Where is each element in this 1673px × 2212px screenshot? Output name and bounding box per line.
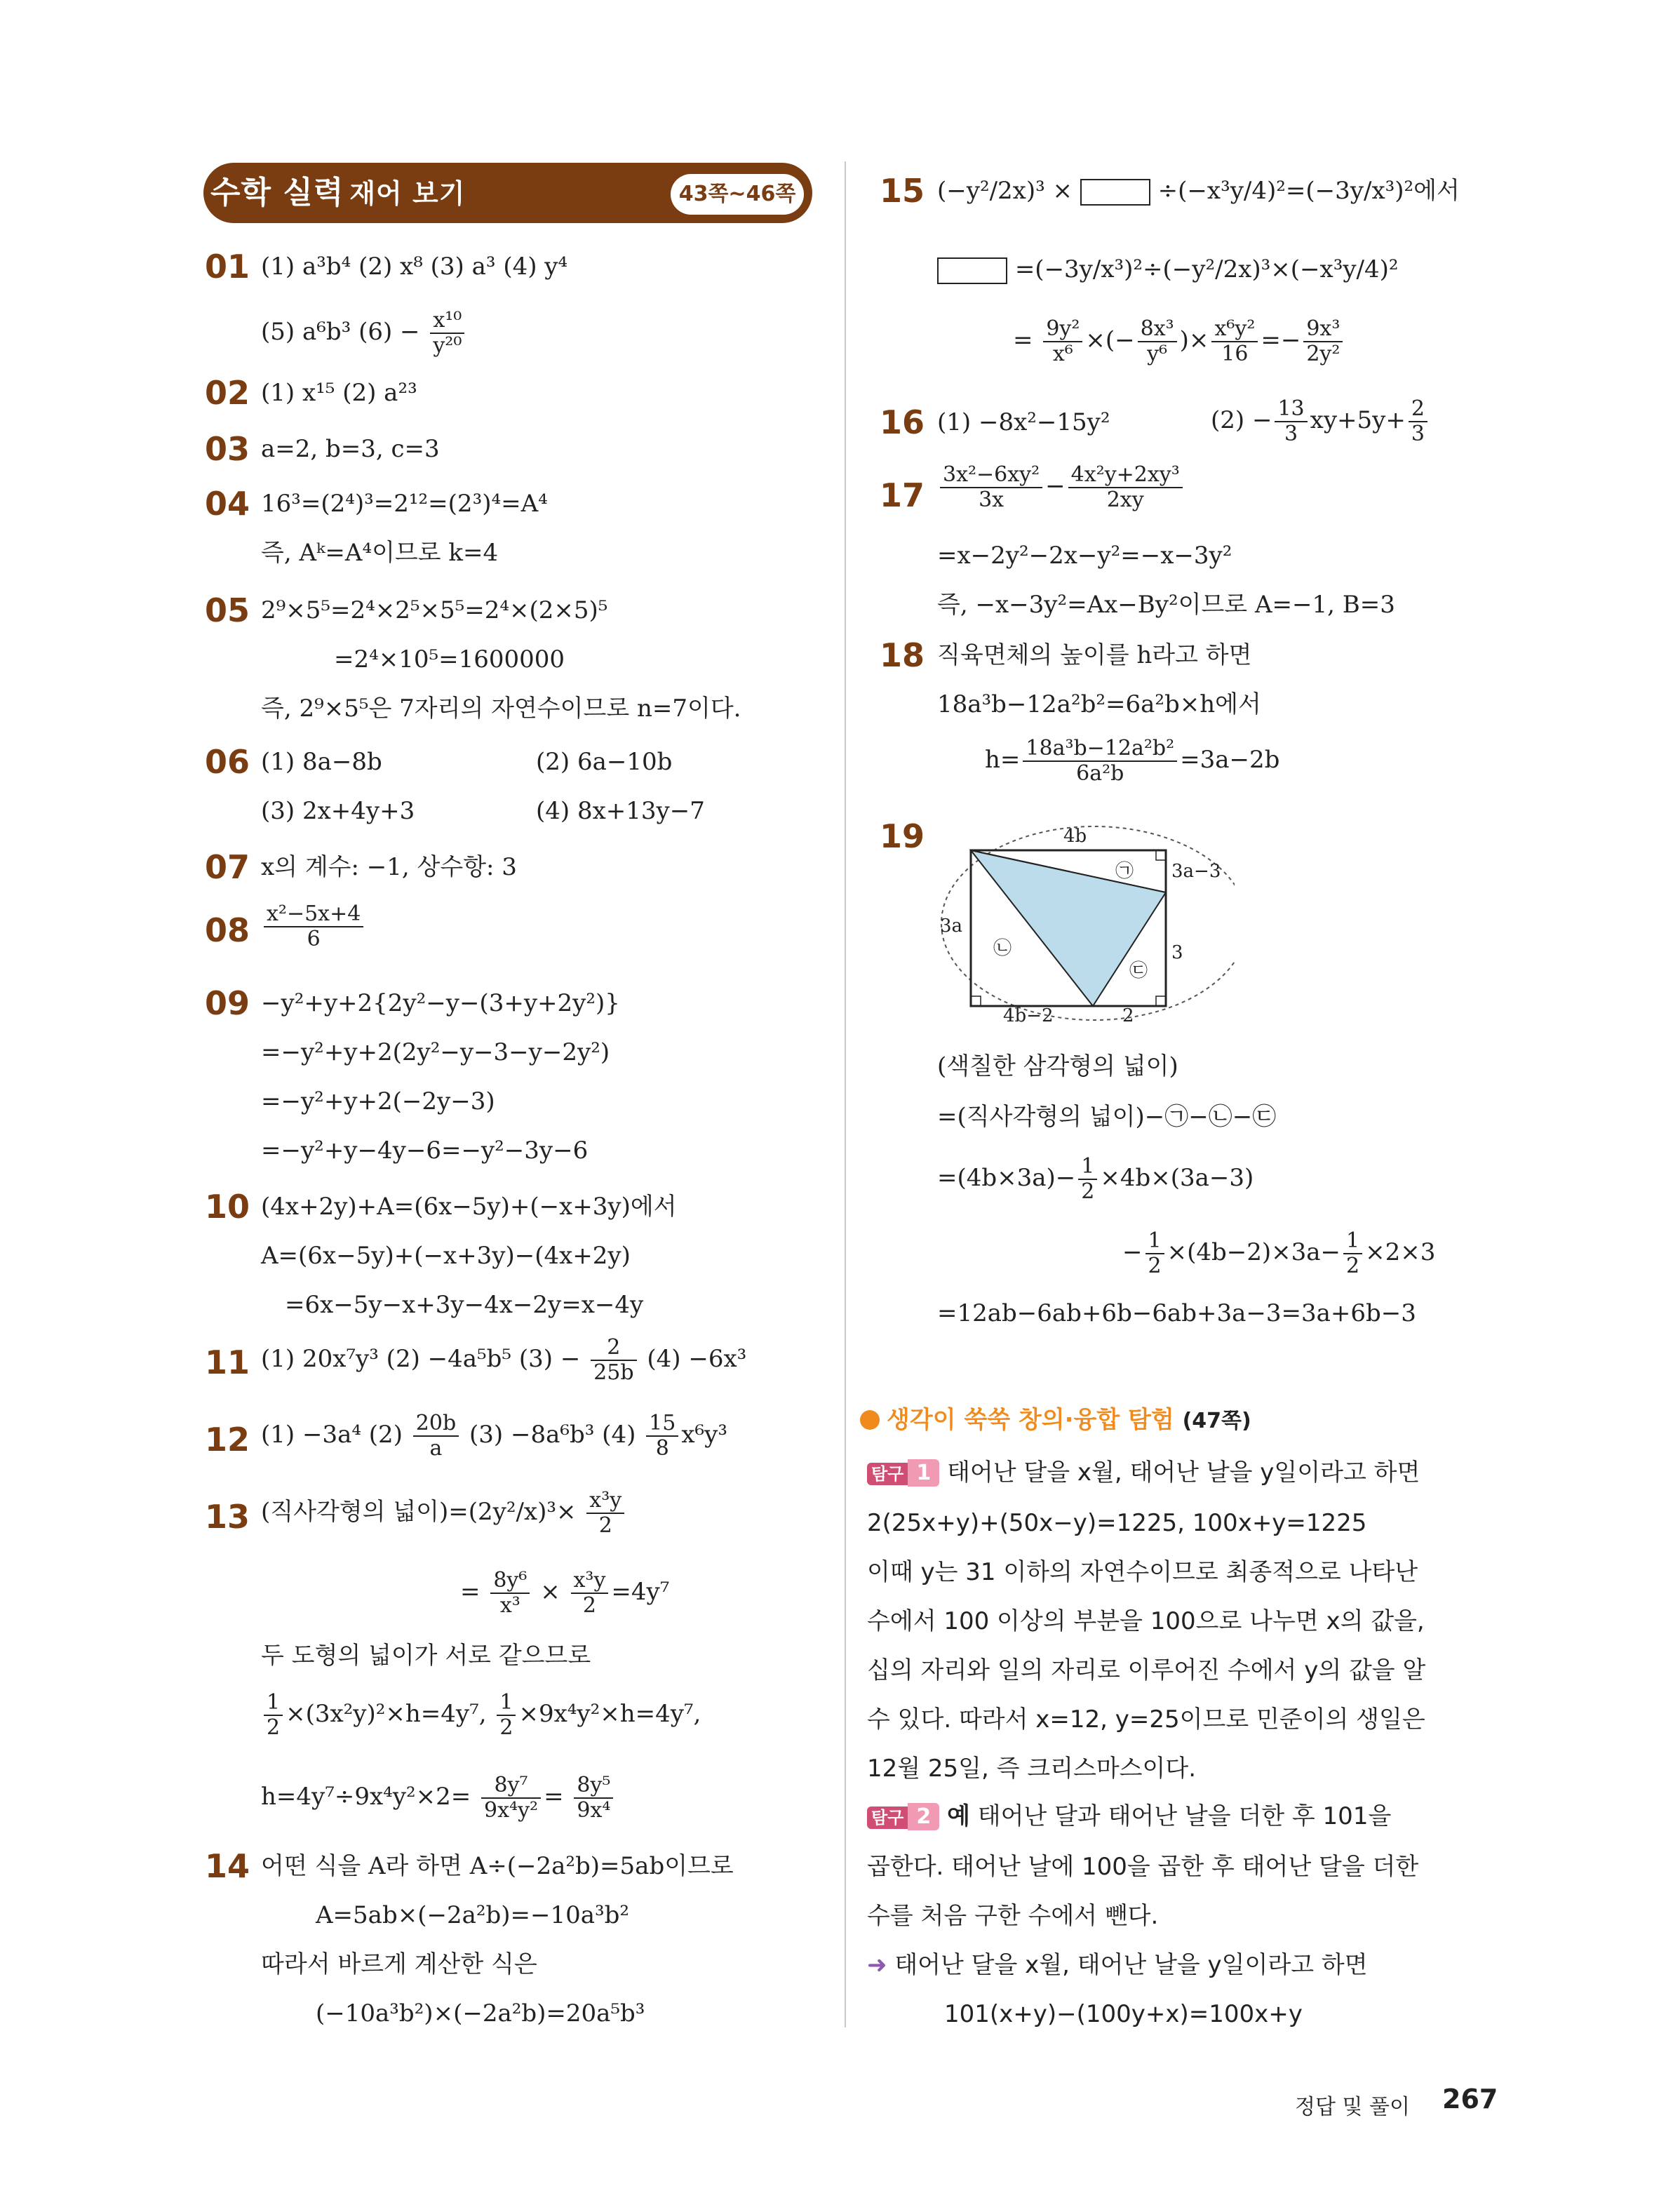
answer-text: (1) 20x⁷y³ (2) −4a⁵b⁵ (3) − <box>261 1345 581 1373</box>
explore-text: 태어난 달을 x월, 태어난 날을 y일이라고 하면 <box>947 1459 1420 1487</box>
explore-2 <box>867 1792 1498 2039</box>
problem-number: 15 <box>880 172 925 210</box>
denominator: x³ <box>499 1593 520 1618</box>
tag-label: 탐구 <box>867 1807 908 1829</box>
bullet-dot <box>860 1410 880 1430</box>
numerator: 1 <box>497 1691 516 1716</box>
problem-number: 19 <box>880 817 925 855</box>
numerator: 9x³ <box>1303 317 1343 342</box>
fraction <box>1023 737 1177 786</box>
answer-line: =2⁴×10⁵=1600000 <box>334 645 565 673</box>
fraction <box>1343 1229 1362 1278</box>
problem-number: 06 <box>205 743 250 781</box>
fraction <box>264 1691 283 1740</box>
explore-line: 수를 처음 구한 수에서 뺀다. <box>867 1902 1159 1930</box>
label-right-top: 3a−3 <box>1171 861 1221 882</box>
answer-line: x의 계수: −1, 상수항: 3 <box>261 853 517 881</box>
numerator: x¹⁰ <box>430 309 464 334</box>
fraction <box>1068 463 1183 512</box>
rectangle-figure <box>926 821 1235 1024</box>
denominator: 2xy <box>1106 488 1144 512</box>
denominator: 16 <box>1221 342 1249 366</box>
denominator: y²⁰ <box>433 333 462 358</box>
denominator: 2 <box>1081 1179 1095 1204</box>
answer-line <box>1211 397 1430 446</box>
answer-text: ×(− <box>1085 326 1135 354</box>
explore-line <box>867 1940 1498 1990</box>
fraction <box>646 1412 678 1461</box>
numerator: 1 <box>1078 1155 1097 1180</box>
answer-text: − <box>1045 472 1066 500</box>
answer-text: ×(3x²y)²×h=4y⁷, <box>285 1700 487 1728</box>
fraction <box>497 1691 516 1740</box>
answer-line: =12ab−6ab+6b−6ab+3a−3=3a+6b−3 <box>937 1299 1416 1327</box>
region-label-2: ㉡ <box>993 938 1012 959</box>
answer-line: (1) a³b⁴ (2) x⁸ (3) a³ (4) y⁴ <box>261 253 568 281</box>
problem-number: 17 <box>880 476 925 514</box>
answer-line: A=5ab×(−2a²b)=−10a³b² <box>316 1901 630 1929</box>
section2-pages: (47쪽) <box>1182 1409 1251 1433</box>
answer-line <box>937 251 1399 288</box>
denominator: x⁶ <box>1052 342 1073 366</box>
fraction <box>1409 397 1427 446</box>
section2-title-c: 탐험 <box>1120 1406 1183 1434</box>
answer-line: 즉, −x−3y²=Ax−By²이므로 A=−1, B=3 <box>937 591 1395 619</box>
answer-text: = <box>460 1578 481 1606</box>
answer-text: (−y²/2x)³ × <box>937 177 1073 205</box>
label-bottom-left: 4b−2 <box>1003 1005 1054 1024</box>
answer-text: h=4y⁷÷9x⁴y²×2= <box>261 1783 471 1811</box>
answer-line: (색칠한 삼각형의 넓이) <box>937 1052 1178 1080</box>
label-bottom-right: 2 <box>1122 1005 1134 1024</box>
answer-text: − <box>1122 1238 1143 1266</box>
answer-line: (1) x¹⁵ (2) a²³ <box>261 379 417 407</box>
fraction <box>574 1774 613 1823</box>
denominator: 6 <box>307 927 321 951</box>
tag-label: 탐구 <box>867 1463 908 1485</box>
numerator: 8x³ <box>1138 317 1177 342</box>
explore-line <box>867 1448 1498 1499</box>
denominator: 2y² <box>1306 342 1341 366</box>
explore-line: 곱한다. 태어난 날에 100을 곱한 후 태어난 달을 더한 <box>867 1853 1419 1881</box>
denominator: 25b <box>593 1360 634 1385</box>
problem-number: 05 <box>205 591 250 629</box>
explore-line <box>867 1792 1498 1842</box>
problem-number: 11 <box>205 1343 250 1381</box>
answer-text: (2y²/x)³× <box>468 1498 577 1526</box>
footer-label: 정답 및 풀이 <box>1295 2095 1410 2119</box>
denominator: 9x⁴y² <box>484 1798 539 1823</box>
right-angle-mark <box>1156 850 1166 860</box>
answer-text: (5) a⁶b³ (6) − <box>261 318 420 346</box>
tag-number: 2 <box>908 1803 939 1830</box>
answer-line: 따라서 바르게 계산한 식은 <box>261 1950 537 1978</box>
answer-line: =x−2y²−2x−y²=−x−3y² <box>937 542 1232 570</box>
fraction <box>1043 317 1082 366</box>
denominator: 2 <box>267 1715 281 1740</box>
answer-line: 직육면체의 높이를 h라고 하면 <box>937 641 1252 669</box>
answer-line: (3) 2x+4y+3 <box>261 797 415 825</box>
answer-text: × <box>540 1578 560 1606</box>
answer-line: =6x−5y−x+3y−4x−2y=x−4y <box>285 1291 644 1319</box>
numerator: 18a³b−12a²b² <box>1023 737 1177 762</box>
explore-line: 수에서 100 이상의 부분을 100으로 나누면 x의 값을, <box>867 1607 1425 1635</box>
problem-number: 08 <box>205 911 250 949</box>
explore-tag <box>867 1449 939 1499</box>
shaded-triangle <box>971 850 1166 1006</box>
answer-line <box>937 1155 1254 1204</box>
region-label-1: ㉠ <box>1115 861 1134 882</box>
answer-line: 어떤 식을 A라 하면 A÷(−2a²b)=5ab이므로 <box>261 1852 734 1880</box>
denominator: a <box>429 1436 443 1461</box>
fraction <box>1145 1229 1164 1278</box>
blank-box <box>937 257 1007 284</box>
answer-line: 16³=(2⁴)³=2¹²=(2³)⁴=A⁴ <box>261 490 548 518</box>
problem-number: 07 <box>205 848 250 886</box>
numerator: 20b <box>413 1412 459 1437</box>
numerator: 1 <box>1145 1229 1164 1254</box>
numerator: 8y⁷ <box>481 1774 541 1799</box>
tag-number: 1 <box>908 1459 939 1487</box>
fraction <box>1078 1155 1097 1204</box>
answer-text: x⁶y³ <box>681 1421 727 1449</box>
denominator: 6a²b <box>1076 761 1124 786</box>
answer-line <box>937 173 1460 209</box>
answer-line <box>261 1412 727 1461</box>
denominator: 2 <box>1148 1254 1162 1278</box>
problem-number: 16 <box>880 403 925 441</box>
problem-number: 03 <box>205 430 250 468</box>
problem-number: 09 <box>205 984 250 1022</box>
column-divider <box>845 161 846 2027</box>
problem-number: 02 <box>205 374 250 412</box>
answer-line: 18a³b−12a²b²=6a²b×h에서 <box>937 690 1261 718</box>
answer-text: ×(4b−2)×3a− <box>1167 1238 1341 1266</box>
denominator: 2 <box>499 1715 513 1740</box>
answer-text: h= <box>985 746 1021 774</box>
fraction <box>413 1412 459 1461</box>
answer-line <box>1122 1229 1435 1278</box>
numerator: 9y² <box>1043 317 1082 342</box>
section-title <box>210 168 603 217</box>
answer-text: (4) −6x³ <box>647 1345 747 1373</box>
section-pages-badge: 43쪽~46쪽 <box>671 174 804 215</box>
section-title-sub: 재어 보기 <box>349 178 466 209</box>
numerator: 8y⁶ <box>490 1569 530 1594</box>
answer-line: (4) 8x+13y−7 <box>536 797 705 825</box>
fraction <box>430 309 464 358</box>
denominator: y⁶ <box>1147 342 1168 366</box>
answer-text: =− <box>1261 326 1301 354</box>
answer-line: 2⁹×5⁵=2⁴×2⁵×5⁵=2⁴×(2×5)⁵ <box>261 596 608 624</box>
answer-line: (−10a³b²)×(−2a²b)=20a⁵b³ <box>316 1999 645 2027</box>
region-label-3: ㉢ <box>1129 960 1148 981</box>
example-mark: 예 <box>947 1802 970 1830</box>
problem-number: 13 <box>205 1498 250 1536</box>
numerator: 3x²−6xy² <box>940 463 1042 488</box>
fraction <box>1303 317 1343 366</box>
numerator: x³y <box>571 1569 609 1594</box>
right-angle-mark <box>971 996 981 1006</box>
label-left: 3a <box>940 916 963 937</box>
numerator: 8y⁵ <box>574 1774 613 1799</box>
answer-text: )× <box>1179 326 1209 354</box>
fraction <box>264 902 363 951</box>
blank-box <box>1080 179 1150 206</box>
label-right-bottom: 3 <box>1171 942 1183 963</box>
denominator: 2 <box>582 1593 596 1618</box>
denominator: 3 <box>1284 422 1298 446</box>
section2-title <box>887 1400 1251 1441</box>
problem-number: 12 <box>205 1421 250 1459</box>
answer-line: =−y²+y+2(2y²−y−3−y−2y²) <box>261 1038 610 1066</box>
answer-line: 즉, Aᵏ=A⁴이므로 k=4 <box>261 539 499 567</box>
answer-text: =(−3y/x³)²÷(−y²/2x)³×(−x³y/4)² <box>1014 255 1399 283</box>
fraction <box>1275 397 1307 446</box>
problem-number: 04 <box>205 485 250 523</box>
answer-text: ÷(−x³y/4)²=(−3y/x³)²에서 <box>1157 177 1460 205</box>
explore-line: 수 있다. 따라서 x=12, y=25이므로 민준이의 생일은 <box>867 1705 1425 1734</box>
explore-line: 십의 자리와 일의 자리로 이루어진 수에서 y의 값을 알 <box>867 1656 1426 1684</box>
explore-1 <box>867 1448 1498 1793</box>
problem-number: 14 <box>205 1847 250 1885</box>
answer-line <box>937 463 1185 512</box>
answer-line <box>261 1336 746 1385</box>
answer-line <box>261 1691 701 1740</box>
explore-line: 2(25x+y)+(50x−y)=1225, 100x+y=1225 <box>867 1509 1367 1537</box>
answer-line: (4x+2y)+A=(6x−5y)+(−x+3y)에서 <box>261 1193 677 1221</box>
fraction <box>1211 317 1258 366</box>
answer-line <box>985 737 1279 786</box>
problem-number: 10 <box>205 1188 250 1226</box>
answer-text: = <box>1013 326 1033 354</box>
answer-line: =−y²+y+2(−2y−3) <box>261 1087 495 1115</box>
numerator: x⁶y² <box>1211 317 1258 342</box>
explore-text: 태어난 달을 x월, 태어난 날을 y일이라고 하면 <box>894 1951 1368 1979</box>
answer-line: A=(6x−5y)+(−x+3y)−(4x+2y) <box>261 1242 631 1270</box>
fraction <box>940 463 1042 512</box>
answer-line: −y²+y+2{2y²−y−(3+y+2y²)} <box>261 989 620 1017</box>
denominator: 2 <box>598 1513 612 1538</box>
answer-line <box>261 1489 627 1538</box>
answer-text: = <box>544 1783 564 1811</box>
section2-title-a: 생각이 쑥쑥 <box>887 1406 1019 1434</box>
answer-text: (2) − <box>1211 406 1272 434</box>
answer-line <box>261 309 467 358</box>
numerator: 1 <box>1343 1229 1362 1254</box>
section-title-main: 수학 실력 <box>210 175 344 210</box>
answer-line: =−y²+y−4y−6=−y²−3y−6 <box>261 1137 589 1165</box>
fraction <box>591 1336 636 1385</box>
answer-line: (1) 8a−8b <box>261 748 382 776</box>
answer-text: =3a−2b <box>1180 746 1280 774</box>
arrow-icon: ➜ <box>867 1951 887 1979</box>
answer-text: ×9x⁴y²×h=4y⁷, <box>518 1700 701 1728</box>
explore-line: 이때 y는 31 이하의 자연수이므로 최종적으로 나타난 <box>867 1558 1418 1586</box>
right-angle-mark <box>1156 996 1166 1006</box>
explore-line: 101(x+y)−(100y+x)=100x+y <box>944 2000 1303 2028</box>
answer-text: ×4b×(3a−3) <box>1100 1164 1254 1192</box>
denominator: 9x⁴ <box>577 1798 611 1823</box>
fraction <box>586 1489 624 1538</box>
answer-line: 즉, 2⁹×5⁵은 7자리의 자연수이므로 n=7이다. <box>261 695 741 723</box>
answer-text: =(4b×3a)− <box>937 1164 1076 1192</box>
answer-line: a=2, b=3, c=3 <box>261 435 440 463</box>
answer-line <box>1013 317 1345 366</box>
problem-number: 18 <box>880 636 925 674</box>
numerator: 4x²y+2xy³ <box>1068 463 1183 488</box>
answer-text: (1) −3a⁴ (2) <box>261 1421 403 1449</box>
numerator: 15 <box>646 1412 678 1437</box>
numerator: x³y <box>586 1489 624 1514</box>
answer-line <box>261 902 366 951</box>
numerator: 2 <box>1409 397 1427 422</box>
fraction <box>1138 317 1177 366</box>
fraction <box>571 1569 609 1618</box>
answer-text: =4y⁷ <box>611 1578 670 1606</box>
numerator: x²−5x+4 <box>264 902 363 927</box>
explore-tag <box>867 1792 939 1842</box>
section2-title-b: 창의·융합 <box>1018 1406 1120 1434</box>
answer-text: (3) −8a⁶b³ (4) <box>469 1421 636 1449</box>
answer-line: 두 도형의 넓이가 서로 같으므로 <box>261 1642 591 1670</box>
answer-text: xy+5y+ <box>1310 406 1406 434</box>
denominator: 3 <box>1411 422 1425 446</box>
answer-line: =(직사각형의 넓이)−㉠−㉡−㉢ <box>937 1103 1277 1131</box>
label-top: 4b <box>1063 826 1087 847</box>
explore-text: 태어난 달과 태어난 날을 더한 후 101을 <box>977 1802 1392 1830</box>
answer-line <box>460 1569 669 1618</box>
fraction <box>490 1569 530 1618</box>
explore-line: 12월 25일, 즉 크리스마스이다. <box>867 1755 1197 1783</box>
numerator: 1 <box>264 1691 283 1716</box>
numerator: 2 <box>591 1336 636 1361</box>
denominator: 8 <box>655 1436 669 1461</box>
numerator: 13 <box>1275 397 1307 422</box>
answer-line: (2) 6a−10b <box>536 748 673 776</box>
denominator: 2 <box>1346 1254 1360 1278</box>
denominator: 3x <box>979 488 1005 512</box>
page-number: 267 <box>1442 2084 1498 2114</box>
answer-line <box>261 1774 616 1823</box>
answer-text: (직사각형의 넓이)= <box>261 1498 469 1526</box>
answer-line: (1) −8x²−15y² <box>937 408 1110 436</box>
answer-text: ×2×3 <box>1365 1238 1436 1266</box>
fraction <box>481 1774 541 1823</box>
problem-number: 01 <box>205 248 250 286</box>
